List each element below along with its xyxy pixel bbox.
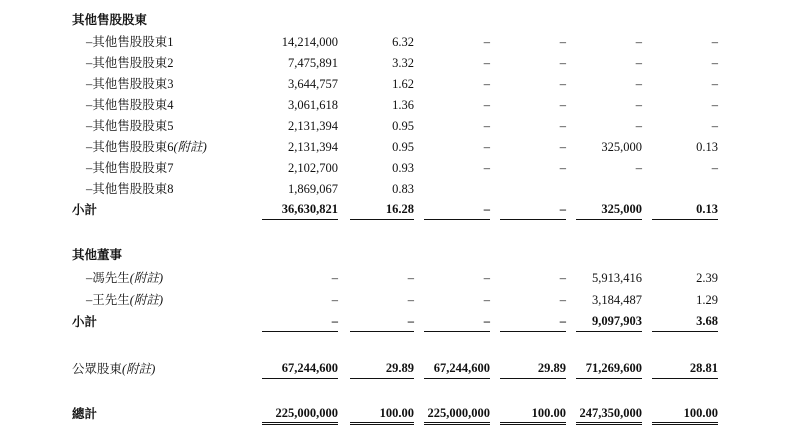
cell-shares-before: –: [331, 271, 338, 285]
cell-percent-after: 2.39: [696, 271, 718, 285]
cell-percent-mid: –: [559, 161, 566, 175]
cell-percent-before: –: [407, 271, 414, 285]
table-row: [0, 137, 789, 157]
cell-percent-mid: 29.89: [500, 359, 566, 379]
cell-shares-after: –: [635, 119, 642, 133]
cell-percent-before: 16.28: [350, 200, 414, 220]
table-row: [0, 179, 789, 199]
row-label: –其他售股股東3: [86, 77, 174, 91]
table-row: [0, 53, 789, 73]
cell-shares-before: 3,644,757: [288, 77, 338, 91]
cell-percent-after: 100.00: [652, 404, 718, 425]
section-heading: 其他董事: [72, 248, 123, 262]
row-label: –其他售股股東4: [86, 98, 174, 112]
cell-percent-mid: –: [559, 77, 566, 91]
table-row: [0, 32, 789, 52]
cell-percent-before: –: [350, 312, 414, 332]
cell-shares-mid: –: [424, 312, 490, 332]
cell-shares-before: 67,244,600: [262, 359, 338, 379]
cell-shares-after: –: [635, 35, 642, 49]
cell-percent-after: –: [711, 35, 718, 49]
section-heading-directors: [0, 245, 789, 265]
cell-percent-before: 3.32: [392, 56, 414, 70]
cell-shares-before: 1,869,067: [288, 182, 338, 196]
cell-percent-mid: –: [559, 98, 566, 112]
table-row: [0, 290, 789, 310]
cell-shares-before: 3,061,618: [288, 98, 338, 112]
cell-percent-mid: 100.00: [500, 404, 566, 425]
table-row: [0, 74, 789, 94]
cell-percent-mid: –: [500, 200, 566, 220]
row-label: –馮先生(附註): [86, 271, 164, 285]
cell-shares-mid: 67,244,600: [424, 359, 490, 379]
cell-shares-after: 325,000: [576, 200, 642, 220]
subtotal-row: [0, 200, 789, 220]
subtotal-row: [0, 312, 789, 332]
table-row: [0, 95, 789, 115]
cell-shares-mid: –: [483, 119, 490, 133]
cell-shares-mid: –: [483, 140, 490, 154]
cell-shares-before: 225,000,000: [262, 404, 338, 425]
cell-percent-after: 1.29: [696, 293, 718, 307]
cell-percent-mid: –: [500, 312, 566, 332]
cell-shares-mid: –: [483, 35, 490, 49]
table-row: [0, 116, 789, 136]
cell-percent-mid: –: [559, 35, 566, 49]
cell-percent-before: 100.00: [350, 404, 414, 425]
cell-shares-mid: –: [483, 161, 490, 175]
table-row: [0, 158, 789, 178]
cell-shares-after: –: [635, 56, 642, 70]
cell-percent-before: 6.32: [392, 35, 414, 49]
cell-percent-after: –: [711, 119, 718, 133]
cell-shares-mid: –: [483, 293, 490, 307]
cell-percent-before: 0.95: [392, 140, 414, 154]
grand-total-label: 總計: [72, 407, 98, 421]
cell-shares-before: 7,475,891: [288, 56, 338, 70]
subtotal-label: 小計: [72, 315, 98, 329]
row-label: –其他售股股東5: [86, 119, 174, 133]
cell-percent-before: 29.89: [350, 359, 414, 379]
cell-shares-after: 247,350,000: [576, 404, 642, 425]
cell-shares-mid: –: [483, 77, 490, 91]
cell-percent-before: 1.62: [392, 77, 414, 91]
cell-percent-before: 0.95: [392, 119, 414, 133]
cell-shares-before: 2,102,700: [288, 161, 338, 175]
cell-shares-after: –: [635, 98, 642, 112]
row-label: –其他售股股東8: [86, 182, 174, 196]
cell-percent-before: 0.93: [392, 161, 414, 175]
cell-shares-mid: –: [483, 271, 490, 285]
cell-shares-before: –: [262, 312, 338, 332]
cell-percent-mid: –: [559, 140, 566, 154]
cell-percent-after: –: [711, 98, 718, 112]
cell-percent-after: –: [711, 56, 718, 70]
cell-percent-after: –: [711, 77, 718, 91]
cell-shares-after: 71,269,600: [576, 359, 642, 379]
cell-shares-after: 325,000: [601, 140, 642, 154]
row-label: –其他售股股東7: [86, 161, 174, 175]
cell-percent-mid: –: [559, 56, 566, 70]
cell-shares-before: 36,630,821: [262, 200, 338, 220]
cell-shares-before: 2,131,394: [288, 140, 338, 154]
cell-shares-after: –: [635, 161, 642, 175]
cell-shares-mid: –: [483, 56, 490, 70]
cell-percent-after: –: [711, 161, 718, 175]
row-label: 公眾股東(附註): [72, 362, 156, 376]
cell-shares-after: 5,913,416: [592, 271, 642, 285]
cell-percent-before: 0.83: [392, 182, 414, 196]
cell-shares-after: –: [635, 77, 642, 91]
public-shareholders-row: [0, 359, 789, 379]
table-row: [0, 268, 789, 288]
row-label: –其他售股股東1: [86, 35, 174, 49]
cell-shares-before: 2,131,394: [288, 119, 338, 133]
cell-percent-after: 28.81: [652, 359, 718, 379]
cell-shares-mid: 225,000,000: [424, 404, 490, 425]
cell-percent-before: –: [407, 293, 414, 307]
row-label: –其他售股股東2: [86, 56, 174, 70]
row-label: –其他售股股東6(附註): [86, 140, 207, 154]
section-heading: 其他售股股東: [72, 13, 148, 27]
subtotal-label: 小計: [72, 203, 98, 217]
cell-shares-mid: –: [483, 98, 490, 112]
cell-shares-before: 14,214,000: [281, 35, 338, 49]
cell-percent-after: 0.13: [696, 140, 718, 154]
cell-percent-after: 3.68: [652, 312, 718, 332]
cell-percent-mid: –: [559, 271, 566, 285]
row-label: –王先生(附註): [86, 293, 164, 307]
cell-shares-after: 9,097,903: [576, 312, 642, 332]
cell-shares-after: 3,184,487: [592, 293, 642, 307]
cell-percent-mid: –: [559, 293, 566, 307]
section-heading-selling-shareholders: [0, 10, 789, 30]
cell-percent-before: 1.36: [392, 98, 414, 112]
cell-percent-mid: –: [559, 119, 566, 133]
cell-percent-after: 0.13: [652, 200, 718, 220]
cell-shares-mid: –: [424, 200, 490, 220]
cell-shares-before: –: [331, 293, 338, 307]
grand-total-row: [0, 404, 789, 424]
